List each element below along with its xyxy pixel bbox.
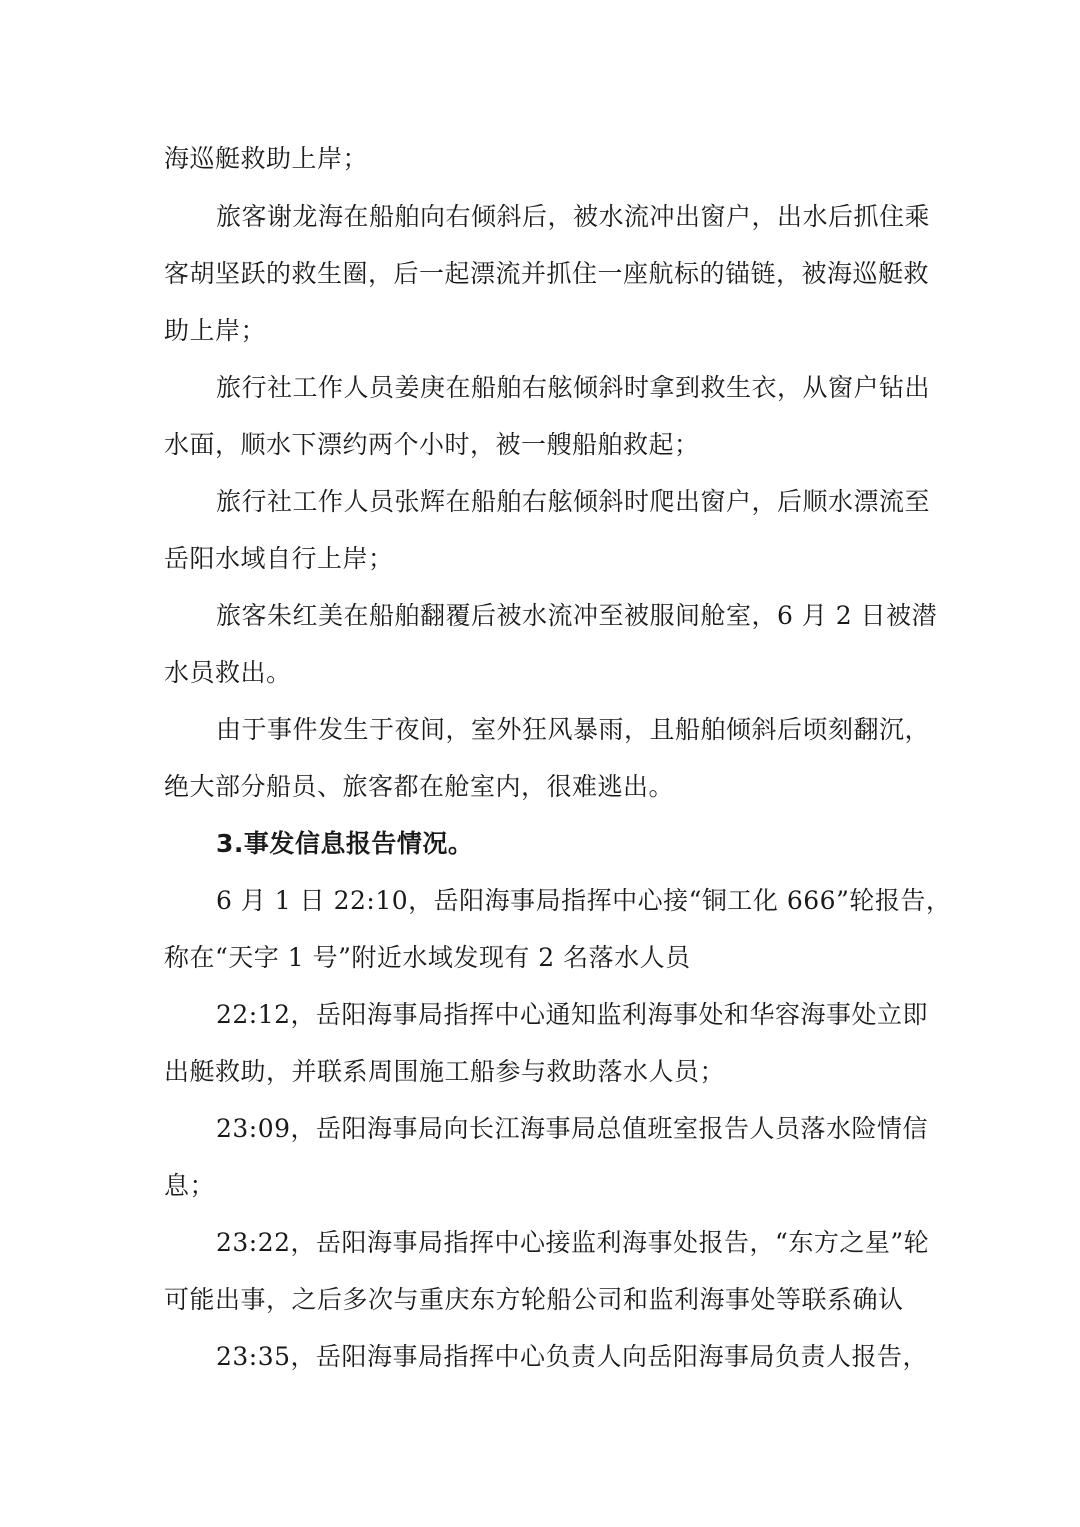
text-line: 旅客谢龙海在船舶向右倾斜后，被水流冲出窗户，出水后抓住乘	[216, 202, 931, 231]
text-line: 水面，顺水下漂约两个小时，被一艘船舶救起；	[164, 430, 700, 459]
text-line: 助上岸；	[164, 316, 267, 345]
text-line: 22:12，岳阳海事局指挥中心通知监利海事处和华容海事处立即	[216, 1000, 929, 1029]
text-line: 岳阳水域自行上岸；	[164, 544, 394, 573]
text-line: 6 月 1 日 22:10，岳阳海事局指挥中心接“铜工化 666”轮报告，	[216, 886, 952, 915]
text-line: 23:09，岳阳海事局向长江海事局总值班室报告人员落水险情信	[216, 1114, 929, 1143]
text-line: 海巡艇救助上岸；	[164, 144, 369, 173]
text-line: 旅行社工作人员张辉在船舶右舷倾斜时爬出窗户，后顺水漂流至	[216, 487, 931, 516]
text-line: 旅客朱红美在船舶翻覆后被水流冲至被服间舱室，6 月 2 日被潜	[216, 601, 938, 630]
text-line: 绝大部分船员、旅客都在舱室内，很难逃出。	[164, 772, 675, 801]
text-line: 旅行社工作人员姜庚在船舶右舷倾斜时拿到救生衣，从窗户钻出	[216, 373, 931, 402]
text-line: 称在“天字 1 号”附近水域发现有 2 名落水人员	[164, 943, 691, 972]
section-heading: 3.事发信息报告情况。	[216, 829, 474, 858]
text-line: 息；	[164, 1171, 216, 1200]
text-line: 客胡坚跃的救生圈，后一起漂流并抓住一座航标的锚链，被海巡艇救	[164, 259, 930, 288]
text-line: 23:22，岳阳海事局指挥中心接监利海事处报告，“东方之星”轮	[216, 1228, 930, 1257]
text-line: 水员救出。	[164, 658, 292, 687]
text-line: 出艇救助，并联系周围施工船参与救助落水人员；	[164, 1057, 726, 1086]
text-line: 可能出事，之后多次与重庆东方轮船公司和监利海事处等联系确认	[164, 1285, 904, 1314]
text-line: 由于事件发生于夜间，室外狂风暴雨，且船舶倾斜后顷刻翻沉，	[216, 715, 931, 744]
text-line: 23:35，岳阳海事局指挥中心负责人向岳阳海事局负责人报告，	[216, 1342, 929, 1371]
